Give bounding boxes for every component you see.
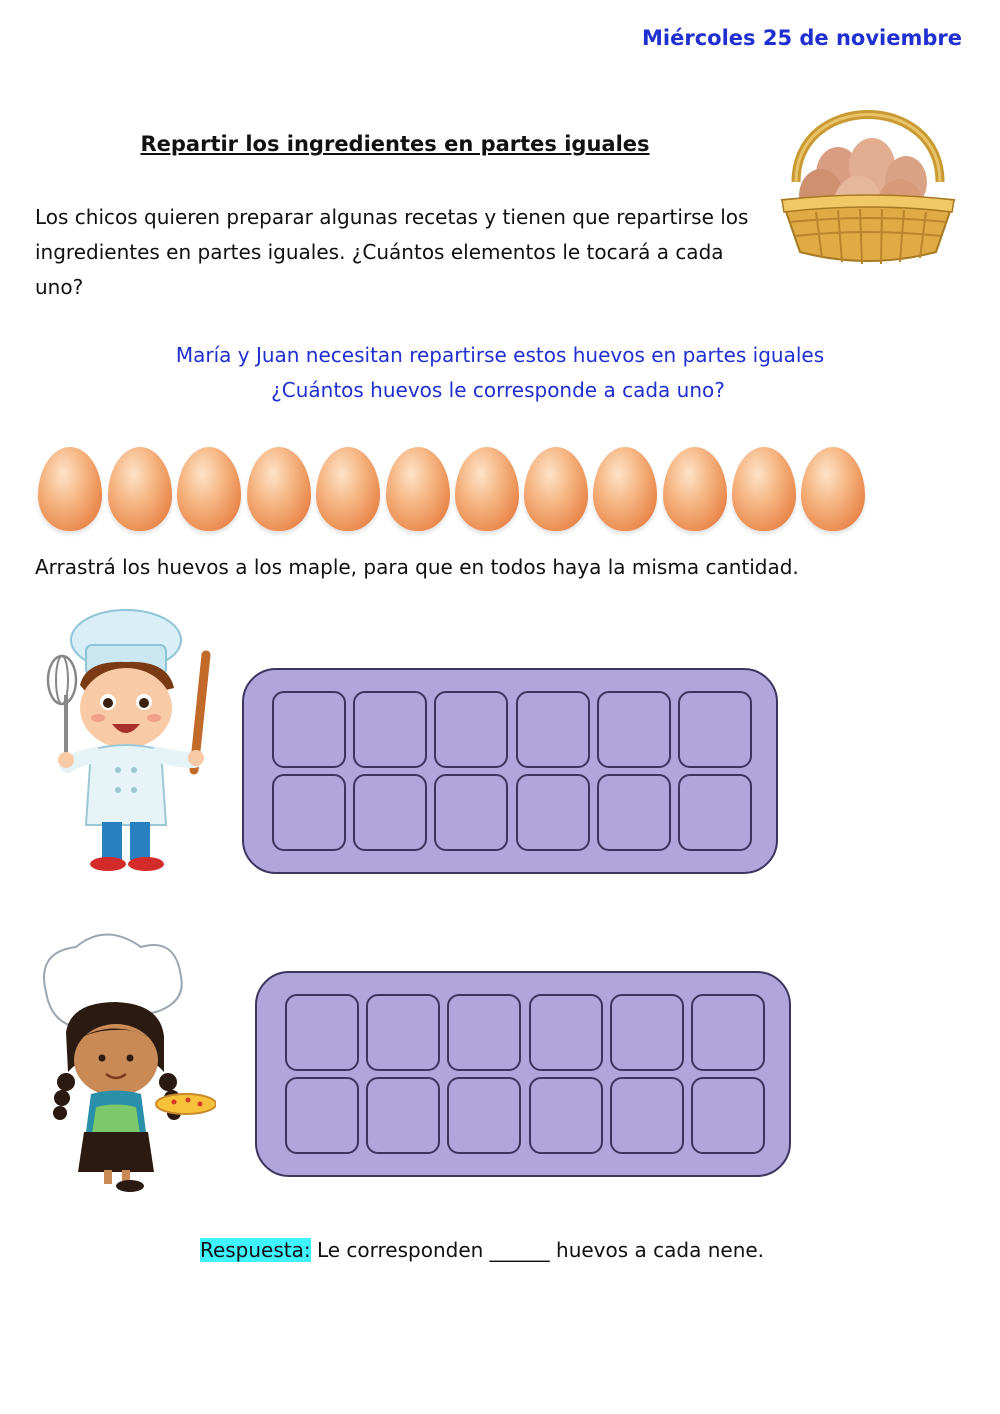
egg-icon[interactable] bbox=[316, 447, 380, 531]
tray-cell[interactable] bbox=[691, 1077, 765, 1154]
tray-cell[interactable] bbox=[353, 691, 427, 768]
tray-cell[interactable] bbox=[272, 774, 346, 851]
tray-cell[interactable] bbox=[597, 691, 671, 768]
egg-tray-girl[interactable] bbox=[255, 971, 791, 1177]
egg-tray-boy[interactable] bbox=[242, 668, 778, 874]
tray-cell[interactable] bbox=[597, 774, 671, 851]
intro-paragraph: Los chicos quieren preparar algunas recetas y tienen que repartirse los ingredientes en partes iguales. ¿Cuántos elementos le tocará a cada uno? bbox=[35, 205, 749, 299]
egg-icon[interactable] bbox=[177, 447, 241, 531]
instruction-text: Arrastrá los huevos a los maple, para que en todos haya la misma cantidad. bbox=[35, 555, 799, 579]
tray-cell[interactable] bbox=[691, 994, 765, 1071]
tray-cell[interactable] bbox=[610, 994, 684, 1071]
tray-cell[interactable] bbox=[678, 691, 752, 768]
tray-cell[interactable] bbox=[285, 1077, 359, 1154]
egg-icon[interactable] bbox=[247, 447, 311, 531]
tray-cell[interactable] bbox=[434, 774, 508, 851]
tray-cell[interactable] bbox=[353, 774, 427, 851]
tray-cell[interactable] bbox=[434, 691, 508, 768]
tray-cell[interactable] bbox=[516, 691, 590, 768]
boy-chef-icon bbox=[36, 600, 216, 875]
girl-chef-icon bbox=[36, 932, 216, 1192]
egg-icon[interactable] bbox=[455, 447, 519, 531]
tray-cell[interactable] bbox=[610, 1077, 684, 1154]
egg-icon[interactable] bbox=[386, 447, 450, 531]
egg-icon[interactable] bbox=[732, 447, 796, 531]
answer-label: Respuesta: bbox=[199, 1238, 311, 1262]
tray-cell[interactable] bbox=[272, 691, 346, 768]
tray-cell[interactable] bbox=[366, 1077, 440, 1154]
egg-icon[interactable] bbox=[593, 447, 657, 531]
question-line-2: ¿Cuántos huevos le corresponde a cada uno? bbox=[271, 378, 725, 402]
tray-cell[interactable] bbox=[447, 1077, 521, 1154]
page-title: Repartir los ingredientes en partes iguales bbox=[140, 132, 650, 156]
answer-text: Le corresponden ______ huevos a cada nene. bbox=[310, 1238, 765, 1262]
tray-cell[interactable] bbox=[366, 994, 440, 1071]
tray-cell[interactable] bbox=[447, 994, 521, 1071]
egg-icon[interactable] bbox=[663, 447, 727, 531]
egg-icon[interactable] bbox=[524, 447, 588, 531]
tray-cell[interactable] bbox=[516, 774, 590, 851]
answer-line bbox=[0, 1238, 982, 1262]
question-line-1: María y Juan necesitan repartirse estos huevos en partes iguales bbox=[175, 343, 825, 367]
tray-cell[interactable] bbox=[529, 1077, 603, 1154]
date-header: Miércoles 25 de noviembre bbox=[642, 26, 962, 50]
egg-basket-icon bbox=[776, 102, 960, 272]
tray-cell[interactable] bbox=[285, 994, 359, 1071]
tray-cell[interactable] bbox=[529, 994, 603, 1071]
egg-icon[interactable] bbox=[108, 447, 172, 531]
egg-icon[interactable] bbox=[38, 447, 102, 531]
tray-cell[interactable] bbox=[678, 774, 752, 851]
egg-icon[interactable] bbox=[801, 447, 865, 531]
